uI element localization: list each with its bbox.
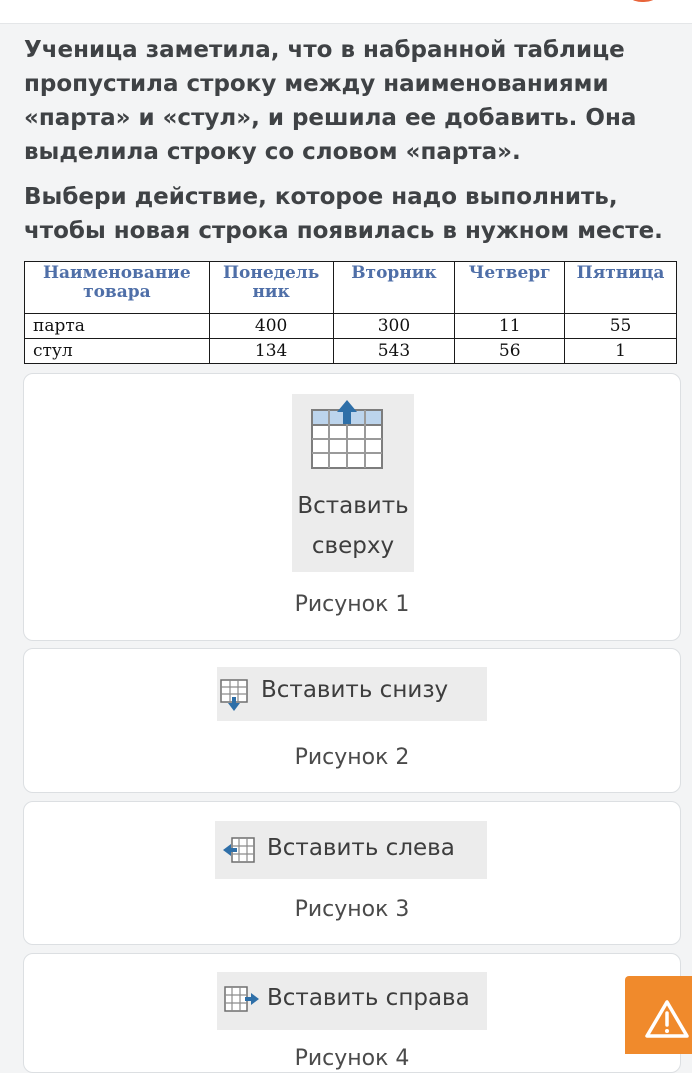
option-3-image <box>215 821 487 879</box>
table-row <box>25 314 677 339</box>
table-header-cell: Понедель ник <box>209 262 333 314</box>
top-bar <box>0 0 692 24</box>
answer-option-4[interactable] <box>23 953 681 1073</box>
table-cell: 11 <box>455 314 565 339</box>
question-text: Ученица заметила, что в набранной таблице пропустила строку между наименованиями «парта» и «стул», и решила ее добавить. Она выделила строку со словом «парта». <box>24 37 637 165</box>
table-cell: парта <box>25 314 210 339</box>
table-cell: стул <box>25 339 210 364</box>
insert-right-label: Вставить справа <box>267 985 470 1011</box>
report-problem-button[interactable] <box>625 976 692 1054</box>
warning-triangle-icon <box>625 976 692 1054</box>
table-cell: 543 <box>333 339 455 364</box>
table-cell: 56 <box>455 339 565 364</box>
table-cell: 400 <box>209 314 333 339</box>
option-4-caption: Рисунок 4 <box>294 1046 410 1071</box>
table-cell: 55 <box>565 314 677 339</box>
option-1-image <box>292 394 414 572</box>
insert-above-label-line1: Вставить <box>297 493 409 519</box>
question-prompt: Выбери действие, которое надо выполнить, чтобы новая строка появилась в нужном месте. <box>24 184 663 244</box>
insert-above-icon <box>292 394 414 484</box>
table-header-cell: Вторник <box>333 262 455 314</box>
insert-right-icon <box>217 972 263 1030</box>
table-header-cell: Пятница <box>565 262 677 314</box>
table-header-cell: Наименование товара <box>25 262 210 314</box>
table-cell: 300 <box>333 314 455 339</box>
option-4-image <box>217 972 487 1030</box>
answer-option-2[interactable] <box>23 648 681 793</box>
table-cell: 1 <box>565 339 677 364</box>
insert-below-label: Вставить снизу <box>261 677 449 703</box>
goods-table <box>24 261 677 364</box>
insert-below-icon <box>217 667 257 721</box>
insert-left-label: Вставить слева <box>267 835 455 861</box>
option-2-caption: Рисунок 2 <box>294 745 410 770</box>
table-header-row <box>25 262 677 314</box>
table-cell: 134 <box>209 339 333 364</box>
insert-left-icon <box>215 821 261 879</box>
answer-option-3[interactable] <box>23 801 681 945</box>
option-2-image <box>217 667 487 721</box>
option-3-caption: Рисунок 3 <box>294 897 410 922</box>
table-header-cell: Четверг <box>455 262 565 314</box>
profile-badge[interactable] <box>620 0 666 2</box>
table-row <box>25 339 677 364</box>
insert-above-label-line2: сверху <box>311 533 395 559</box>
option-1-caption: Рисунок 1 <box>294 592 410 617</box>
answer-option-1[interactable] <box>23 373 681 641</box>
